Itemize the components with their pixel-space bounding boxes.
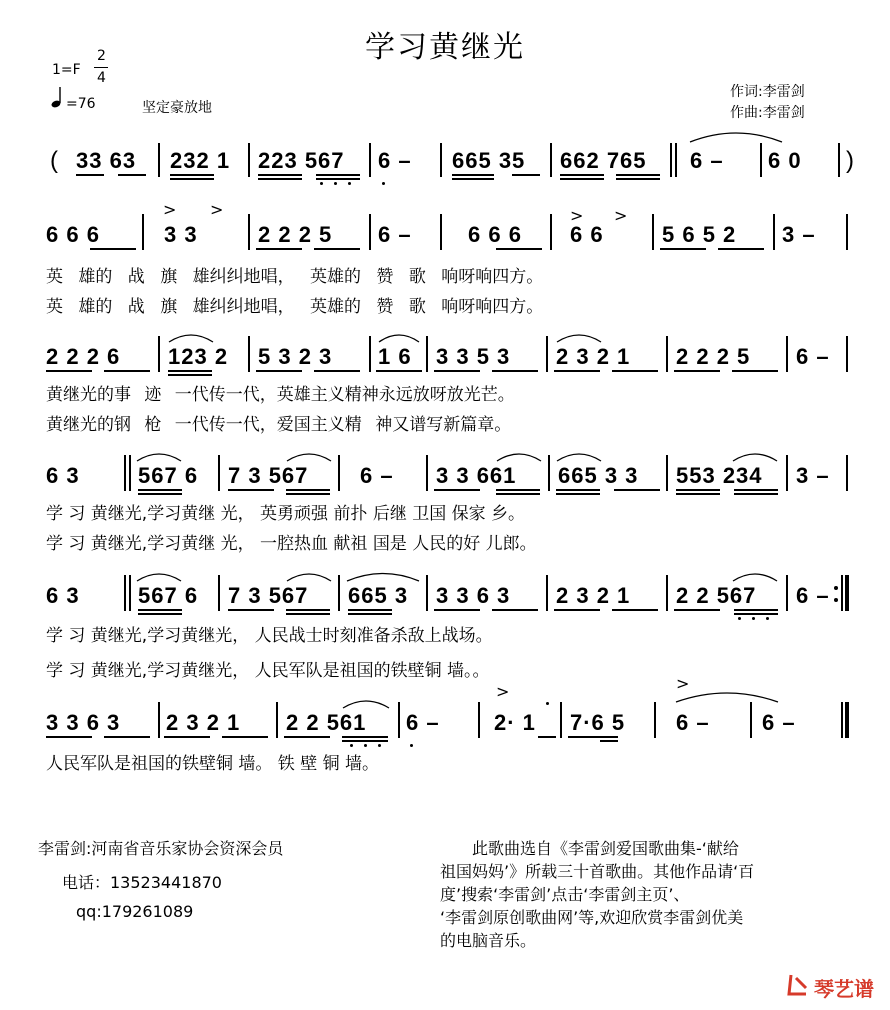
measure: 6 – (796, 344, 830, 369)
measure: 2 2 2 6 (46, 344, 121, 369)
measure: 6 3 (46, 583, 80, 608)
measure: 123 2 (168, 344, 229, 369)
measure: 3 3 5 3 (436, 344, 511, 369)
time-numerator: 2 (97, 48, 106, 64)
lyric-verse-1: 黄继光的事 迹 一代传一代，英雄主义精神永远放呀放光芒。 (46, 385, 515, 405)
measure: 662 765 (560, 148, 647, 173)
source-note-line-5: 的电脑音乐。 (440, 931, 537, 950)
phone: 电话：13523441870 (62, 873, 222, 892)
measure: 3 3 6 3 (46, 710, 121, 735)
measure: 6 – (762, 710, 796, 735)
measure: 2 2 2 5 (676, 344, 751, 369)
measure: 2· 1 (494, 710, 536, 735)
lyric-verse-1: 学 习 黄继光,学习黄继光， 人民战士时刻准备杀敌上战场。 (46, 626, 493, 646)
measure: 6 – (406, 710, 440, 735)
measure: 6 – (676, 710, 710, 735)
measure: 6 – (690, 148, 724, 173)
measure: 7 3 567 (228, 583, 309, 608)
measure: 665 3 3 (558, 463, 639, 488)
measure: 6 6 (570, 222, 604, 247)
measure: 6 6 6 (468, 222, 522, 247)
lyricist: 作词:李雷剑 (730, 84, 805, 100)
source-note-line-1: 此歌曲选自《李雷剑爱国歌曲集-‘献给 (472, 839, 739, 858)
measure: 2 3 2 1 (556, 344, 631, 369)
source-note-line-4: ‘李雷剑原创歌曲网’等,欢迎欣赏李雷剑优美 (440, 908, 744, 927)
measure: 7·6 5 (570, 710, 626, 735)
measure: 1 6 (378, 344, 412, 369)
measure: 6 – (378, 222, 412, 247)
measure: 3 – (796, 463, 830, 488)
measure: 223 567 (258, 148, 345, 173)
lyric-verse-2: 黄继光的钢 枪 一代传一代，爱国主义精 神又谱写新篇章。 (46, 415, 512, 435)
measure: 33 63 (76, 148, 137, 173)
song-title: 学习黄继光 (365, 30, 525, 65)
measure: 2 3 2 1 (556, 583, 631, 608)
close-paren: ) (846, 147, 855, 174)
lyric-verse-2: 学 习 黄继光,学习黄继光， 人民军队是祖国的铁壁铜 墙。。 (46, 661, 490, 681)
lyric-verse-1: 英 雄的 战 旗 雄纠纠地唱， 英雄的 赞 歌 响呀响四方。 (46, 267, 544, 287)
qq-number: qq:179261089 (76, 902, 194, 921)
measure: 2 2 2 5 (258, 222, 333, 247)
lyric-verse-1: 学 习 黄继光,学习黄继 光， 英勇顽强 前扑 后继 卫国 保家 乡。 (46, 504, 526, 524)
measure: 5 6 5 2 (662, 222, 737, 247)
lyric-verse-2: 英 雄的 战 旗 雄纠纠地唱， 英雄的 赞 歌 响呀响四方。 (46, 297, 544, 317)
measure: 6 3 (46, 463, 80, 488)
measure: 2 3 2 1 (166, 710, 241, 735)
time-bar (94, 67, 108, 68)
watermark-text: 琴艺谱 (814, 977, 874, 1001)
measure: 665 35 (452, 148, 526, 173)
measure: 6 6 6 (46, 222, 100, 247)
open-paren: ( (50, 147, 59, 174)
measure: 3 3 661 (436, 463, 517, 488)
source-note-line-3: 度’搜索‘李雷剑’点击‘李雷剑主页’、 (440, 885, 690, 904)
measure: 3 – (782, 222, 816, 247)
measure: 567 6 (138, 583, 199, 608)
measure: 6 0 (768, 148, 802, 173)
measure: 567 6 (138, 463, 199, 488)
time-denominator: 4 (97, 70, 106, 86)
measure: 6 – (378, 148, 412, 173)
composer: 作曲:李雷剑 (730, 105, 805, 121)
measure: 6 – (360, 463, 394, 488)
author-info: 李雷剑:河南省音乐家协会资深会员 (38, 839, 284, 858)
source-note-line-2: 祖国妈妈’》所载三十首歌曲。其他作品请‘百 (440, 862, 755, 881)
measure: 7 3 567 (228, 463, 309, 488)
measure: 232 1 (170, 148, 231, 173)
measure: 3 3 (164, 222, 198, 247)
measure: 553 234 (676, 463, 763, 488)
site-logo-icon (786, 972, 812, 1002)
measure: 665 3 (348, 583, 409, 608)
measure: 5 3 2 3 (258, 344, 333, 369)
lyric-verse-final: 人民军队是祖国的铁壁铜 墙。 铁 壁 铜 墙。 (46, 754, 380, 774)
measure: 3 3 6 3 (436, 583, 511, 608)
measure: 2 2 561 (286, 710, 367, 735)
measure: 6 – (796, 583, 830, 608)
measure: 2 2 567 (676, 583, 757, 608)
tempo: =76 (66, 96, 96, 112)
quarter-note-icon (50, 85, 64, 113)
key-signature: 1=F (52, 62, 81, 78)
lyric-verse-2: 学 习 黄继光,学习黄继 光， 一腔热血 献祖 国是 人民的好 儿郎。 (46, 534, 537, 554)
expression: 坚定豪放地 (142, 100, 212, 116)
